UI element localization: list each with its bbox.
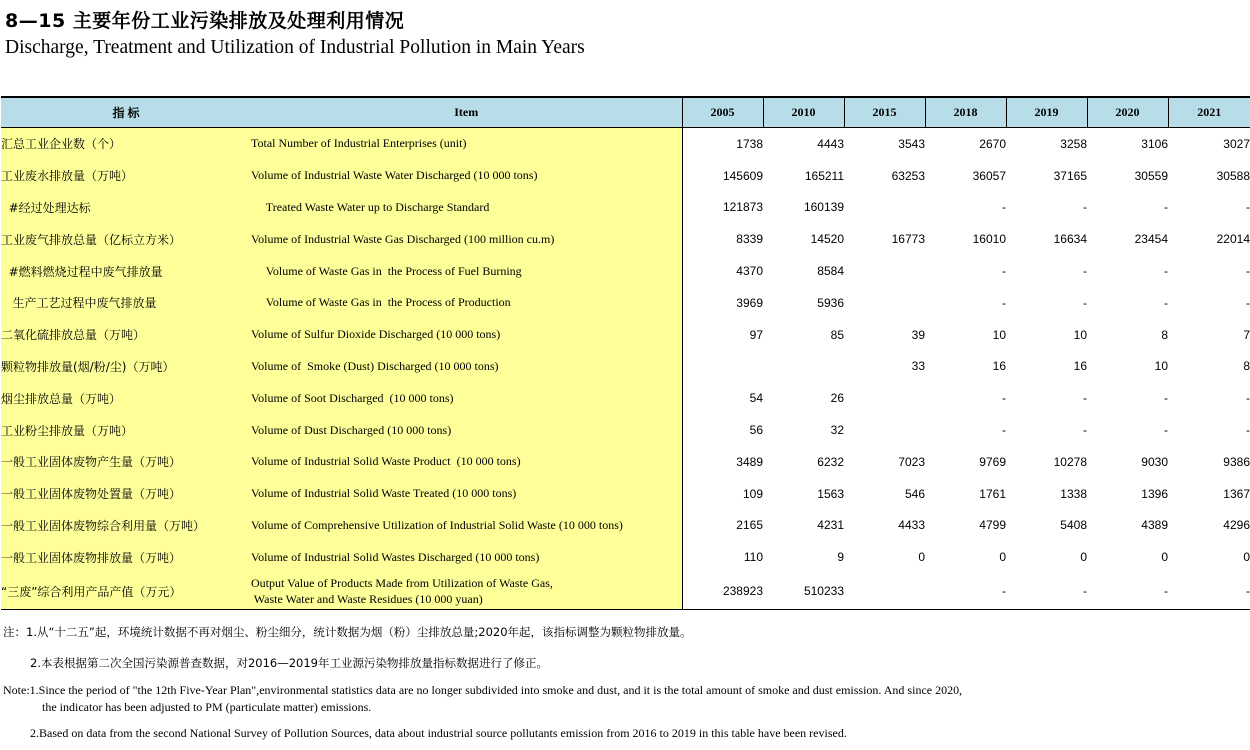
value-cell [763,351,844,383]
value-cell: - [1246,200,1250,215]
value-cell [844,255,925,287]
indicator-en [251,573,682,610]
indicator-cn: #经过处理达标 [1,192,251,224]
header-item: Item [251,97,682,128]
value-cell: 97 [749,327,763,342]
value-cell: 22014 [1216,232,1250,247]
value-cell: 63253 [891,168,925,183]
value-cell: 4443 [817,136,844,151]
value-cell: 26 [830,391,844,406]
value-cell: 0 [1161,550,1168,565]
value-cell: - [1246,264,1250,279]
value-cell: 3106 [1141,136,1168,151]
indicator-cn: 一般工业固体废物排放量（万吨） [1,541,251,573]
value-cell: 0 [918,550,925,565]
value-cell: 10278 [1053,454,1087,469]
value-cell: 1338 [1060,486,1087,501]
value-cell: 3543 [898,136,925,151]
table-row [1,160,1250,192]
indicator-en: Volume of Industrial Solid Waste Product (10 000 tons) [251,446,682,478]
value-cell: 36057 [972,168,1006,183]
table-row [1,192,1250,224]
value-cell: 5408 [1060,518,1087,533]
value-cell: - [1002,391,1006,406]
value-cell: - [1083,391,1087,406]
value-cell: 1367 [1223,486,1250,501]
value-cell: 9 [837,550,844,565]
value-cell: 10 [992,327,1006,342]
value-cell: 8584 [817,264,844,279]
value-cell: 165211 [804,168,844,183]
table-row [1,382,1250,414]
indicator-en: Volume of Industrial Solid Waste Treated (10 000 tons) [251,478,682,510]
header-indicator: 指 标 [1,97,251,128]
value-cell: 9386 [1223,454,1250,469]
indicator-en: Volume of Industrial Solid Wastes Discharged (10 000 tons) [251,541,682,573]
indicator-en: Volume of Industrial Waste Gas Discharged (100 million cu.m) [251,223,682,255]
indicator-en: Volume of Sulfur Dioxide Discharged (10 000 tons) [251,319,682,351]
value-cell: - [1083,295,1087,310]
value-cell: 37165 [1053,168,1087,183]
value-cell [844,414,925,446]
value-cell: 23454 [1134,232,1168,247]
value-cell: 8339 [736,232,763,247]
indicator-en: Volume of Smoke (Dust) Discharged (10 000 tons) [251,351,682,383]
value-cell: - [1083,200,1087,215]
value-cell: 4370 [736,264,763,279]
value-cell: 5936 [817,295,844,310]
value-cell: 4389 [1141,518,1168,533]
value-cell: 0 [1243,550,1250,565]
value-cell: - [1002,200,1006,215]
value-cell: 2670 [979,136,1006,151]
value-cell: 6232 [817,454,844,469]
value-cell: 4799 [979,518,1006,533]
header-year: 2010 [763,97,844,128]
value-cell: - [1002,264,1006,279]
table-row [1,446,1250,478]
indicator-en: Volume of Comprehensive Utilization of Industrial Solid Waste (10 000 tons) [251,510,682,542]
value-cell: - [1164,391,1168,406]
value-cell: 39 [911,327,925,342]
header-year: 2021 [1168,97,1250,128]
note-cn-1: 注：1.从“十二五”起，环境统计数据不再对烟尘、粉尘细分，统计数据为烟（粉）尘排放总量;2020年起，该指标调整为颗粒物排放量。 [3,625,692,639]
value-cell: 3027 [1223,136,1250,151]
table-row [1,255,1250,287]
value-cell: 1761 [979,486,1006,501]
value-cell [844,192,925,224]
value-cell: 121873 [722,200,763,215]
value-cell: 4231 [817,518,844,533]
value-cell [844,573,925,610]
value-cell: 30588 [1216,168,1250,183]
value-cell: - [1164,264,1168,279]
value-cell: 546 [904,486,925,501]
value-cell: 16773 [891,232,925,247]
value-cell: 9030 [1141,454,1168,469]
value-cell: 8 [1243,359,1250,374]
indicator-en: Volume of Dust Discharged (10 000 tons) [251,414,682,446]
table-row [1,319,1250,351]
value-cell: 1396 [1141,486,1168,501]
table-row [1,573,1250,610]
indicator-en: Treated Waste Water up to Discharge Standard [251,192,682,224]
value-cell: 32 [830,423,844,438]
header-year: 2020 [1087,97,1168,128]
header-year: 2018 [925,97,1006,128]
indicator-cn: 工业粉尘排放量（万吨） [1,414,251,446]
value-cell: 30559 [1134,168,1168,183]
table-row [1,351,1250,383]
value-cell: 10 [1073,327,1087,342]
indicator-cn: 烟尘排放总量（万吨） [1,382,251,414]
table-row [1,414,1250,446]
value-cell: 56 [749,423,763,438]
value-cell: - [1002,295,1006,310]
value-cell: 14520 [810,232,844,247]
value-cell: 7 [1243,327,1250,342]
value-cell: 16 [1073,359,1087,374]
value-cell: - [1006,573,1087,610]
indicator-en: Volume of Waste Gas in the Process of Production [251,287,682,319]
indicator-cn: 一般工业固体废物综合利用量（万吨） [1,510,251,542]
value-cell: - [1246,391,1250,406]
value-cell: 8 [1161,327,1168,342]
note-cn-2: 2.本表根据第二次全国污染源普查数据，对2016—2019年工业源污染物排放量指标数据进行了修正。 [30,656,549,670]
table-row [1,287,1250,319]
indicator-en-line2: Waste Water and Waste Residues (10 000 yuan) [251,592,483,607]
value-cell: - [1083,264,1087,279]
indicator-en-line1: Output Value of Products Made from Utilization of Waste Gas, [251,576,553,591]
value-cell: 1738 [736,136,763,151]
indicator-cn: 生产工艺过程中废气排放量 [1,287,251,319]
value-cell: 4296 [1223,518,1250,533]
value-cell: 9769 [979,454,1006,469]
value-cell [682,351,763,383]
value-cell: - [1087,573,1168,610]
table-row [1,541,1250,573]
indicator-en: Volume of Soot Discharged (10 000 tons) [251,382,682,414]
value-cell [844,382,925,414]
value-cell: 0 [999,550,1006,565]
table-header-row [1,97,1250,128]
indicator-cn: 颗粒物排放量(烟/粉/尘)（万吨） [1,351,251,383]
value-cell: 7023 [898,454,925,469]
indicator-en: Total Number of Industrial Enterprises (unit) [251,128,682,160]
table-row [1,128,1250,160]
value-cell: - [1164,423,1168,438]
header-year: 2015 [844,97,925,128]
note-en-2: 2.Based on data from the second National Survey of Pollution Sources, data about industrial source pollutants emission from 2016 to 2019 in this table have been revised. [30,726,847,740]
note-en-1-cont: the indicator has been adjusted to PM (particulate matter) emissions. [42,700,372,714]
indicator-cn: 一般工业固体废物处置量（万吨） [1,478,251,510]
value-cell: 510233 [763,573,844,610]
value-cell [844,287,925,319]
pollution-table [1,96,1250,610]
value-cell: 238923 [682,573,763,610]
page-title-cn: 8—15 主要年份工业污染排放及处理利用情况 [5,10,405,32]
value-cell: 16010 [972,232,1006,247]
page-title-en: Discharge, Treatment and Utilization of Industrial Pollution in Main Years [5,37,585,58]
value-cell: 3969 [736,295,763,310]
value-cell: - [1168,573,1250,610]
value-cell: - [1002,423,1006,438]
value-cell: 160139 [803,200,844,215]
value-cell: 85 [830,327,844,342]
value-cell: 1563 [817,486,844,501]
indicator-cn: 工业废气排放总量（亿标立方米） [1,223,251,255]
value-cell: - [1246,423,1250,438]
indicator-cn: 二氧化硫排放总量（万吨） [1,319,251,351]
value-cell: 145609 [722,168,763,183]
value-cell: - [1164,200,1168,215]
table-row [1,223,1250,255]
value-cell: - [1246,295,1250,310]
indicator-cn: #燃料燃烧过程中废气排放量 [1,255,251,287]
value-cell: - [925,573,1006,610]
indicator-cn: “三废”综合利用产品产值（万元） [1,573,251,610]
header-year: 2005 [682,97,763,128]
header-year: 2019 [1006,97,1087,128]
table-row [1,478,1250,510]
value-cell: - [1164,295,1168,310]
value-cell: 3258 [1060,136,1087,151]
indicator-en: Volume of Waste Gas in the Process of Fuel Burning [251,255,682,287]
value-cell: 10 [1154,359,1168,374]
value-cell: 2165 [736,518,763,533]
indicator-cn: 汇总工业企业数（个） [1,128,251,160]
value-cell: 54 [749,391,763,406]
indicator-en: Volume of Industrial Waste Water Discharged (10 000 tons) [251,160,682,192]
indicator-cn: 一般工业固体废物产生量（万吨） [1,446,251,478]
value-cell: 4433 [898,518,925,533]
value-cell: - [1083,423,1087,438]
value-cell: 33 [911,359,925,374]
value-cell: 110 [743,550,763,565]
table-row [1,510,1250,542]
note-en-1: Note:1.Since the period of "the 12th Five-Year Plan",environmental statistics data are no longer subdivided into smoke and dust, and it is the total amount of smoke and dust emission. And since 2020, [3,683,963,697]
value-cell: 109 [742,486,763,501]
value-cell: 16 [992,359,1006,374]
indicator-cn: 工业废水排放量（万吨） [1,160,251,192]
value-cell: 3489 [736,454,763,469]
value-cell: 0 [1080,550,1087,565]
value-cell: 16634 [1053,232,1087,247]
